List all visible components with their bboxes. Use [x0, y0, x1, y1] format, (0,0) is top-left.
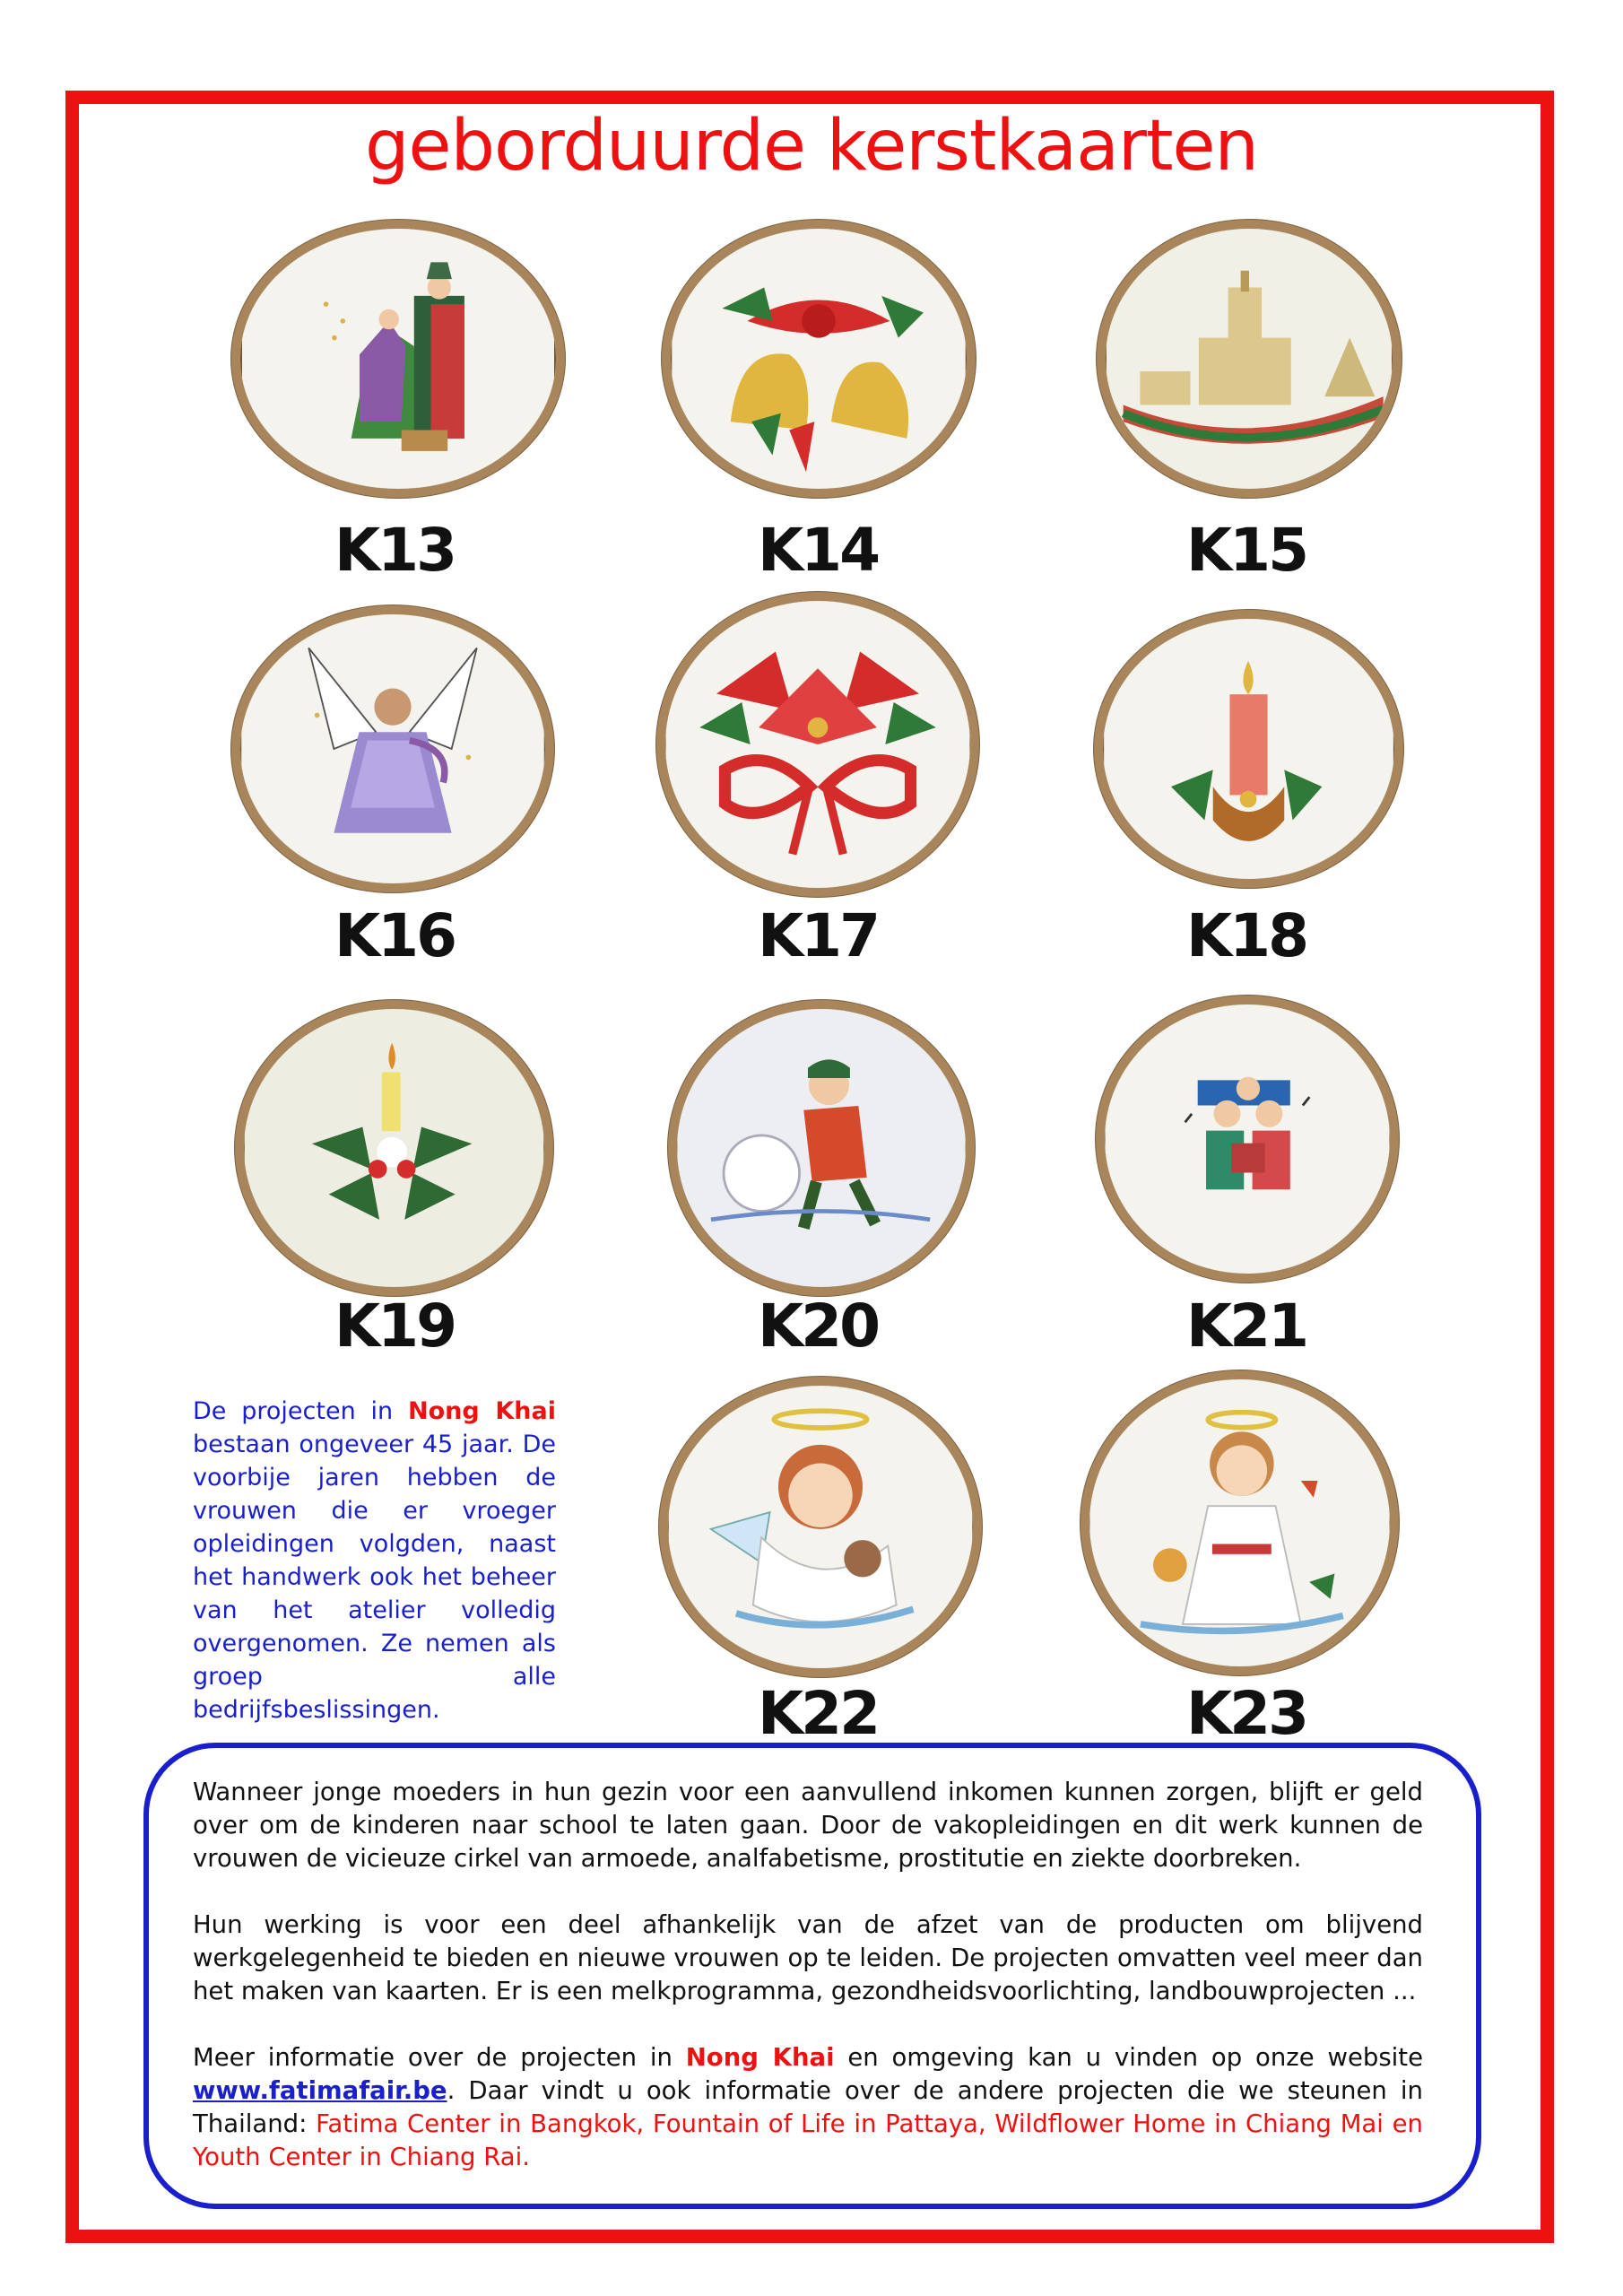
website-link[interactable]: www.fatimafair.be — [193, 2076, 447, 2105]
card-k13-image — [231, 220, 565, 498]
card-k17-code: K17 — [758, 901, 878, 970]
page-title: geborduurde kerstkaarten — [365, 106, 1258, 187]
card-k18-image — [1094, 610, 1403, 888]
projects-list: Fatima Center in Bangkok, Fountain of Life in Pattaya, Wildflower Home in Chiang Mai en Youth Center in Chiang Rai. — [193, 2109, 1423, 2171]
card-k20-code: K20 — [758, 1292, 878, 1361]
card-k14-code: K14 — [758, 516, 878, 585]
card-k15-code: K15 — [1186, 516, 1306, 585]
card-k16-image — [231, 605, 554, 892]
card-k14-image — [662, 220, 976, 498]
card-k22-code: K22 — [758, 1679, 878, 1748]
card-k18-code: K18 — [1186, 901, 1306, 970]
card-k21-code: K21 — [1186, 1292, 1306, 1361]
info-paragraph-2: Hun werking is voor een deel afhankelijk van de afzet van de producten om blijvend werkgelegenheid te bieden en nieuwe vrouwen op te leiden. De projecten omvatten veel meer dan het maken van kaarten. Er is een melkprogramma, gezondheidsvoorlichting, landbouwprojecten ... — [193, 1910, 1423, 2005]
card-k17-image — [656, 592, 979, 897]
card-k13-code: K13 — [334, 516, 455, 585]
card-k22-image — [659, 1377, 982, 1677]
nong-khai-label: Nong Khai — [685, 2043, 835, 2072]
info-box-text — [193, 1776, 1423, 2174]
card-k23-image — [1081, 1370, 1399, 1675]
intro-paragraph: De projecten in Nong Khai bestaan ongeveer 45 jaar. De voorbije jaren hebben de vrouwen die er vroeger opleidingen volgden, naast het handwerk ook het beheer van het atelier volledig overgenomen. Ze nemen als groep alle bedrijfsbeslissingen. — [193, 1397, 556, 1724]
card-k15-image — [1097, 220, 1402, 498]
card-k21-image — [1096, 996, 1399, 1283]
card-k16-code: K16 — [334, 901, 455, 970]
info-paragraph-1: Wanneer jonge moeders in hun gezin voor een aanvullend inkomen kunnen zorgen, blijft er geld over om de kinderen naar school te laten gaan. Door de vakopleidingen en dit werk kunnen de vrouwen de vicieuze cirkel van armoede, analfabetisme, prostitutie en ziekte doorbreken. — [193, 1778, 1423, 1873]
info-paragraph-3: Meer informatie over de projecten in Nong Khai en omgeving kan u vinden op onze website www.fatimafair.be. Daar vindt u ook informatie over de andere projecten die we steunen in Thailand: Fatima Center in Bangkok, Fountain of Life in Pattaya, Wildflower Home in Chiang Mai en Youth Center in Chiang Rai. — [193, 2043, 1423, 2171]
card-k19-code: K19 — [334, 1292, 455, 1361]
card-k19-image — [235, 1000, 553, 1296]
card-k23-code: K23 — [1186, 1679, 1306, 1748]
nong-khai-label: Nong Khai — [408, 1397, 556, 1425]
card-k20-image — [668, 1000, 975, 1296]
